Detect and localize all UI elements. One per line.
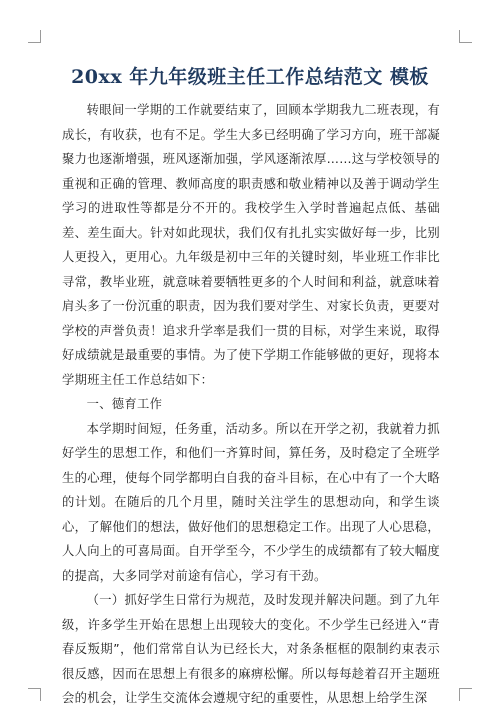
paragraph-intro: 转眼间一学期的工作就要结束了，回顾本学期我九二班表现，有成长，有收获，也有不足。学生大多已经明确了学习方向，班干部凝聚力也逐渐增强，班风逐渐加强，学风逐渐浓厚……这与学校领导的重视和正确的管理、教师高度的职责感和敬业精神以及善于调动学生学习的进取性等都是分不开的。我校学生入学时普遍起点低、基础差、差生面大。针对如此现状，我们仅有扎扎实实做好每一步，比别人更投入，更用心。九年级是初中三年的关键时刻，毕业班工作非比寻常，教毕业班，就意味着要牺牲更多的个人时间和利益，就意味着肩头多了一份沉重的职责，因为我们要对学生、对家长负责，更要对学校的声誉负责！追求升学率是我们一贯的目标，对学生来说，取得好成绩就是最重要的事情。为了使下学期工作能够做的更好，现将本学期班主任工作总结如下： [62,103,440,387]
page-corner-mark-bottom-left [28,688,41,701]
page-corner-mark-top-right [459,30,472,43]
section-heading-moral-education: 一、德育工作 [86,397,163,411]
page-corner-mark-bottom-right [459,688,472,701]
paragraph-moral-education: 本学期时间短，任务重，活动多。所以在开学之初，我就着力抓好学生的思想工作，和他们一齐算时间，算任务，及时稳定了全班学生的心理，使每个同学都明白自我的奋斗目标，在心中有了一个大略的计划。在随后的几个月里，随时关注学生的思想动向，和学生谈心，了解他们的想法，做好他们的思想稳定工作。出现了人心思稳，人人向上的可喜局面。自开学至今，不少学生的成绩都有了较大幅度的提高，大多同学对前途有信心，学习有干劲。 [62,421,440,583]
page-corner-mark-top-left [28,30,41,43]
document-title: 20xx 年九年级班主任工作总结范文 模板 [71,66,429,88]
document-body [62,98,440,711]
paragraph-behavior-norms: （一）抓好学生日常行为规范，及时发现并解决问题。到了九年级，许多学生开始在思想上出现较大的变化。不少学生已经进入“青春反叛期”，他们常常自认为已经长大，对条条框框的限制约束表示很反感，因而在思想上有很多的麻痹松懈。所以每每趁着召开主题班会的机会，让学生交流体会遵规守纪的重要性，从思想上给学生深 [62,593,440,705]
